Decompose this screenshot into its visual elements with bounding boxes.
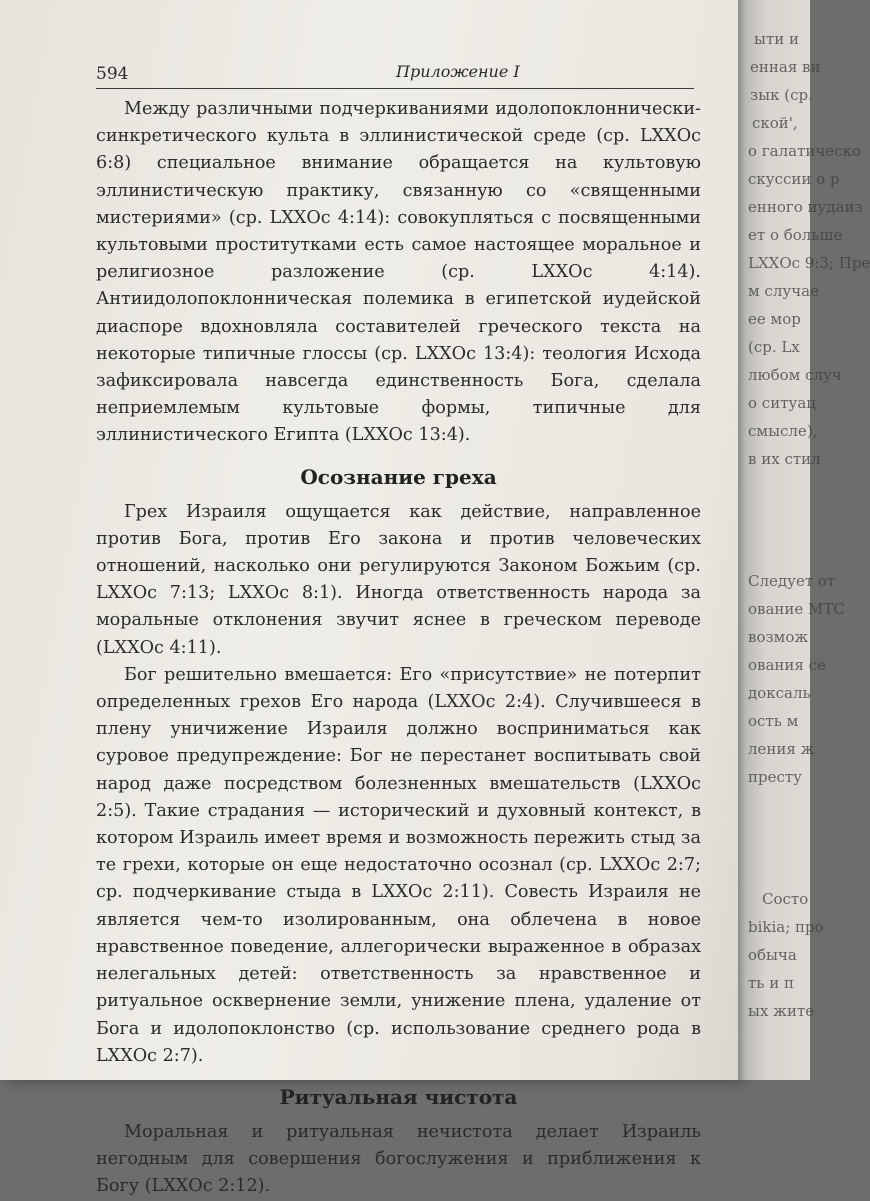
right-page-fragment: обыча: [748, 946, 797, 964]
right-page-fragment: LXXОс 9:3; Пре: [748, 254, 870, 272]
right-page-fragment: любом случ: [748, 366, 842, 384]
right-page-fragment: ование МТС: [748, 600, 845, 618]
right-page-fragment: ления ж: [748, 740, 815, 758]
running-head: Приложение I: [396, 62, 520, 81]
right-page-fragment: ее мор: [748, 310, 801, 328]
page-number: 594: [96, 64, 129, 84]
right-page-fragment: bikia; про: [748, 918, 824, 936]
right-page-fragment: престу: [748, 768, 803, 786]
right-page-fragment: о галатическо: [748, 142, 861, 160]
right-page-fragment: м случае: [748, 282, 819, 300]
section-heading-purity: Ритуальная чистота: [279, 1084, 518, 1109]
right-page-fragment: ования се: [748, 656, 826, 674]
paragraph-sin-1: Грех Израиля ощущается как действие, направленное против Бога, против Его закона и против человеческих отношений, насколько они регулируются Законом Божьим (ср. LXXОс 7:13; LXXОс 8:1). Иногда ответственность народа за моральные отклонения звучит яснее в греческом переводе (LXXОс 4:11).: [96, 501, 701, 658]
page-body: [96, 96, 701, 1201]
right-page-fragment: ость м: [748, 712, 799, 730]
right-page-fragment: (ср. Lх: [748, 338, 800, 356]
right-page-fragment: енного иудаиз: [748, 198, 863, 216]
paragraph-purity-1: Моральная и ритуальная нечистота делает Израиль негодным для совершения богослужения и приближения к Богу (LXXОс 2:12).: [96, 1121, 701, 1197]
right-page-fragment: ть и п: [748, 974, 794, 992]
right-page-fragment: зык (ср.: [750, 86, 813, 104]
right-page-fragment: ыти и: [754, 30, 799, 48]
right-page-fragment: смысле),: [748, 422, 818, 440]
right-page-fragment: ской',: [752, 114, 798, 132]
right-page-fragment: ых жите: [748, 1002, 815, 1020]
right-page-fragment: ет о больше: [748, 226, 843, 244]
header-rule: [96, 88, 694, 89]
section-heading-sin: Осознание греха: [300, 464, 497, 489]
paragraph-intro: Между различными подчеркиваниями идолопоклоннически-синкретического культа в эллинистической среде (ср. LXXОс 6:8) специальное внимание обращается на культовую эллинистическую практику, связанную со «священными мистериями» (ср. LXXОс 4:14): совокупляться с посвященными культовыми проститутками есть самое настоящее моральное и религиозное разложение (ср. LXXОс 4:14). Антиидолопоклонническая полемика в египетской иудейской диаспоре вдохновляла составителей греческого текста на некоторые типичные глоссы (ср. LXXОс 13:4): теология Исхода зафиксировала навсегда единственность Бога, сделала неприемлемым культовые формы, типичные для эллинистического Египта (LXXОс 13:4).: [96, 99, 701, 446]
right-page-fragment: Следует от: [748, 572, 836, 590]
right-page-fragment: доксаль: [748, 684, 811, 702]
right-page-fragment: скуссии о р: [748, 170, 840, 188]
right-page-fragment: о ситуац: [748, 394, 816, 412]
right-page-fragment: в их стил: [748, 450, 821, 468]
right-page-fragment: Состо: [762, 890, 809, 908]
page-header: [96, 58, 696, 88]
right-page-edge: [746, 0, 870, 1080]
right-page-fragment: возмож: [748, 628, 809, 646]
right-page-fragment: енная ви: [750, 58, 821, 76]
paragraph-sin-2: Бог решительно вмешается: Его «присутствие» не потерпит определенных грехов Его народа (LXXОс 2:4). Случившееся в плену уничижение Израиля должно восприниматься как суровое предупреждение: Бог не перестанет воспитывать свой народ даже посредством болезненных вмешательств (LXXОс 2:5). Такие страдания — исторический и духовный контекст, в котором Израиль имеет время и возможность пережить стыд за те грехи, которые он еще недостаточно осознал (ср. LXXОс 2:7; ср. подчеркивание стыда в LXXОс 2:11). Совесть Израиля не является чем-то изолированным, она облечена в новое нравственное поведение, аллегорически выраженное в образах нелегальных детей: ответственность за нравственное и ритуальное осквернение земли, унижение плена, удаление от Бога и идолопоклонство (ср. использование среднего рода в LXXОс 2:7).: [96, 664, 701, 1066]
